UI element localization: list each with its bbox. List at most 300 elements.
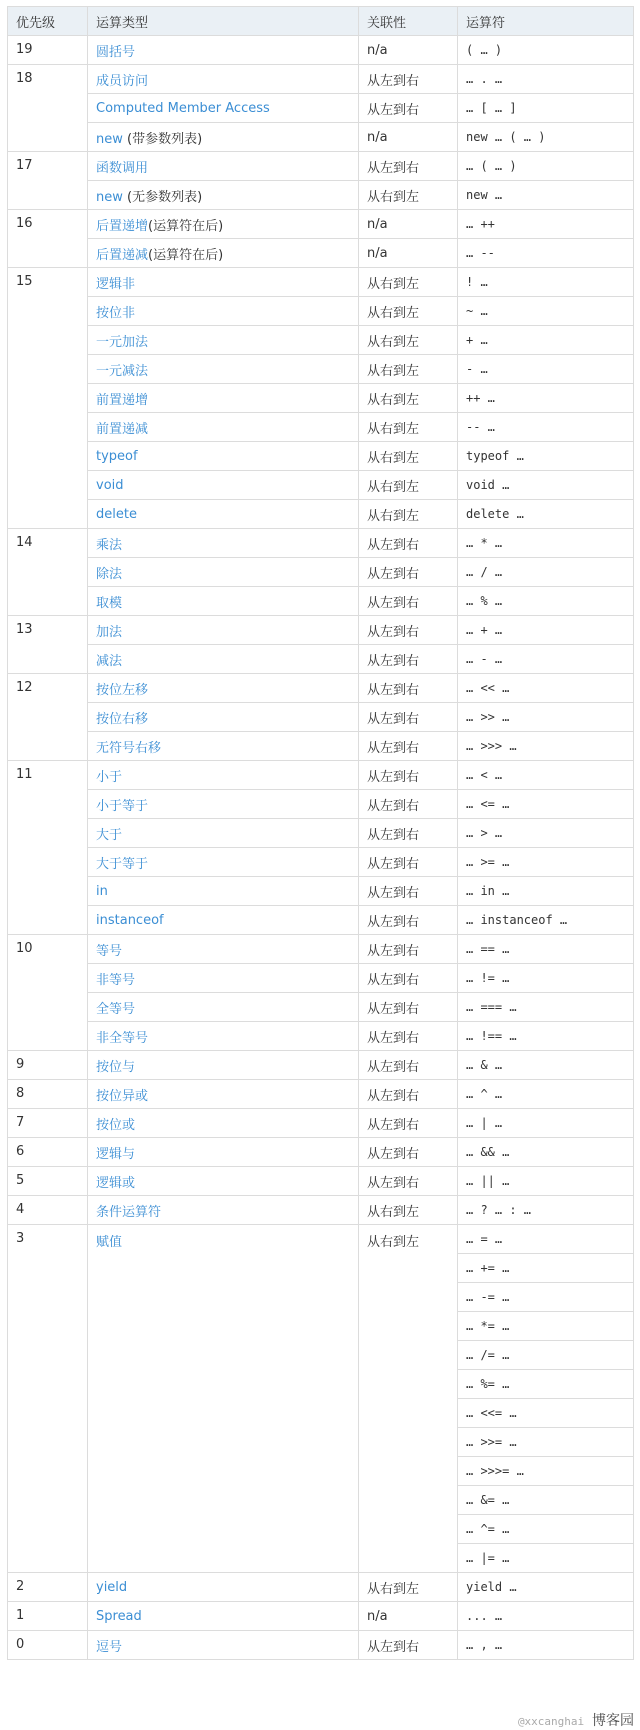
associativity-cell: 从左到右 xyxy=(359,616,458,645)
operator-code: … <<= … xyxy=(466,1405,517,1420)
precedence-cell: 15 xyxy=(8,268,88,529)
associativity-cell: 从右到左 xyxy=(359,1573,458,1602)
operation-type-link[interactable]: in xyxy=(96,883,108,899)
associativity-cell: 从右到左 xyxy=(359,326,458,355)
operation-type-note: (运算符在后) xyxy=(148,218,224,234)
operator-code: … >>= … xyxy=(466,1434,517,1449)
table-row xyxy=(8,152,634,181)
table-row xyxy=(8,500,634,529)
operator-cell xyxy=(458,384,634,413)
operator-cell xyxy=(458,1602,634,1631)
associativity-cell: 从左到右 xyxy=(359,558,458,587)
operation-type-link[interactable]: 后置递减 xyxy=(96,247,149,263)
operator-code: … | … xyxy=(466,1115,503,1130)
associativity-cell: 从左到右 xyxy=(359,935,458,964)
operator-cell xyxy=(458,500,634,529)
table-row xyxy=(8,964,634,993)
associativity-cell: 从左到右 xyxy=(359,1631,458,1660)
operator-code: … [ … ] xyxy=(466,100,517,115)
table-row xyxy=(8,326,634,355)
table-row xyxy=(8,906,634,935)
operator-code: yield … xyxy=(466,1579,517,1594)
table-row xyxy=(8,94,634,123)
table-row xyxy=(8,1167,634,1196)
table-row xyxy=(8,384,634,413)
operator-cell xyxy=(458,1341,634,1370)
operation-type-link[interactable]: Spread xyxy=(96,1608,142,1624)
associativity-cell: 从左到右 xyxy=(359,703,458,732)
header-operation-type: 运算类型 xyxy=(88,7,359,36)
operation-type-link[interactable]: 逻辑与 xyxy=(96,1146,136,1162)
operation-type-cell xyxy=(88,558,359,587)
operator-code: -- … xyxy=(466,419,495,434)
operator-code: ! … xyxy=(466,274,488,289)
operation-type-cell xyxy=(88,1196,359,1225)
operator-cell xyxy=(458,1428,634,1457)
table-row xyxy=(8,471,634,500)
table-body xyxy=(8,36,634,1660)
operation-type-cell xyxy=(88,1080,359,1109)
operator-cell xyxy=(458,1486,634,1515)
operation-type-cell xyxy=(88,877,359,906)
operation-type-link[interactable]: 取模 xyxy=(96,595,123,611)
precedence-cell: 7 xyxy=(8,1109,88,1138)
operator-code: ... … xyxy=(466,1608,503,1623)
operation-type-cell xyxy=(88,935,359,964)
table-row xyxy=(8,616,634,645)
precedence-cell: 16 xyxy=(8,210,88,268)
associativity-cell: 从右到左 xyxy=(359,268,458,297)
operator-cell xyxy=(458,616,634,645)
table-row xyxy=(8,877,634,906)
operator-code: void … xyxy=(466,477,510,492)
operator-cell xyxy=(458,1196,634,1225)
operation-type-cell xyxy=(88,1631,359,1660)
table-row xyxy=(8,1225,634,1254)
operator-cell xyxy=(458,790,634,819)
operation-type-link[interactable]: 按位左移 xyxy=(96,682,149,698)
operator-code: … >>>= … xyxy=(466,1463,524,1478)
table-row xyxy=(8,413,634,442)
table-row xyxy=(8,703,634,732)
operation-type-cell xyxy=(88,413,359,442)
operation-type-cell xyxy=(88,1225,359,1573)
operator-cell xyxy=(458,94,634,123)
operator-code: … << … xyxy=(466,680,510,695)
operation-type-link[interactable]: 一元加法 xyxy=(96,334,149,350)
operator-cell xyxy=(458,1283,634,1312)
operator-cell xyxy=(458,36,634,65)
operator-code: new … ( … ) xyxy=(466,129,546,144)
table-row xyxy=(8,1602,634,1631)
operator-cell xyxy=(458,239,634,268)
operator-code: … += … xyxy=(466,1260,510,1275)
associativity-cell: 从左到右 xyxy=(359,964,458,993)
operation-type-link[interactable]: 除法 xyxy=(96,566,123,582)
operation-type-link[interactable]: 按位非 xyxy=(96,305,136,321)
operator-cell xyxy=(458,1022,634,1051)
operator-code: … instanceof … xyxy=(466,912,568,927)
operator-code: … || … xyxy=(466,1173,510,1188)
associativity-cell: 从左到右 xyxy=(359,1167,458,1196)
table-row xyxy=(8,65,634,94)
operation-type-link[interactable]: new xyxy=(96,189,123,205)
associativity-cell: 从左到右 xyxy=(359,790,458,819)
operator-cell xyxy=(458,993,634,1022)
operator-cell xyxy=(458,935,634,964)
operation-type-cell xyxy=(88,500,359,529)
precedence-cell: 18 xyxy=(8,65,88,152)
operation-type-link[interactable]: new xyxy=(96,131,123,147)
table-row xyxy=(8,935,634,964)
associativity-cell: 从左到右 xyxy=(359,761,458,790)
operation-type-cell xyxy=(88,94,359,123)
operator-code: … /= … xyxy=(466,1347,510,1362)
operation-type-link[interactable]: 赋值 xyxy=(96,1235,123,1250)
operator-code: … |= … xyxy=(466,1550,510,1565)
operator-cell xyxy=(458,1631,634,1660)
operator-cell xyxy=(458,471,634,500)
associativity-cell: 从右到左 xyxy=(359,500,458,529)
operation-type-link[interactable]: 逗号 xyxy=(96,1639,123,1655)
associativity-cell: 从左到右 xyxy=(359,732,458,761)
operation-type-cell xyxy=(88,1138,359,1167)
operation-type-link[interactable]: 小于等于 xyxy=(96,798,149,814)
operator-code: … <= … xyxy=(466,796,510,811)
operation-type-cell xyxy=(88,1051,359,1080)
operator-code: ++ … xyxy=(466,390,495,405)
table-row xyxy=(8,587,634,616)
operator-code: … >> … xyxy=(466,709,510,724)
operator-cell xyxy=(458,268,634,297)
operator-cell xyxy=(458,181,634,210)
operator-code: … &= … xyxy=(466,1492,510,1507)
operator-cell xyxy=(458,761,634,790)
operator-code: … *= … xyxy=(466,1318,510,1333)
operation-type-link[interactable]: 加法 xyxy=(96,624,123,640)
table-row xyxy=(8,239,634,268)
table-row xyxy=(8,181,634,210)
associativity-cell: 从右到左 xyxy=(359,413,458,442)
operator-cell xyxy=(458,848,634,877)
operator-code: ~ … xyxy=(466,303,488,318)
operator-code: … >= … xyxy=(466,854,510,869)
operation-type-cell xyxy=(88,587,359,616)
operation-type-link[interactable]: 减法 xyxy=(96,653,123,669)
operation-type-cell xyxy=(88,181,359,210)
associativity-cell: 从左到右 xyxy=(359,645,458,674)
associativity-cell: 从右到左 xyxy=(359,471,458,500)
operation-type-link[interactable]: 函数调用 xyxy=(96,160,149,176)
associativity-cell: 从左到右 xyxy=(359,674,458,703)
precedence-cell: 5 xyxy=(8,1167,88,1196)
operation-type-cell xyxy=(88,529,359,558)
associativity-cell: 从左到右 xyxy=(359,877,458,906)
associativity-cell: 从左到右 xyxy=(359,587,458,616)
operation-type-cell xyxy=(88,210,359,239)
operation-type-cell xyxy=(88,65,359,94)
operator-code: … !== … xyxy=(466,1028,517,1043)
operation-type-cell xyxy=(88,442,359,471)
table-header xyxy=(8,7,634,36)
operator-cell xyxy=(458,645,634,674)
operator-code: … / … xyxy=(466,564,503,579)
associativity-cell: 从右到左 xyxy=(359,355,458,384)
operation-type-link[interactable]: Computed Member Access xyxy=(96,100,270,116)
operation-type-note: (无参数列表) xyxy=(122,189,203,205)
table-row xyxy=(8,732,634,761)
operator-cell xyxy=(458,1457,634,1486)
precedence-cell: 8 xyxy=(8,1080,88,1109)
operation-type-link[interactable]: 按位或 xyxy=(96,1117,136,1133)
operator-cell xyxy=(458,1544,634,1573)
operation-type-link[interactable]: 逻辑非 xyxy=(96,276,136,292)
operator-cell xyxy=(458,1399,634,1428)
precedence-cell: 6 xyxy=(8,1138,88,1167)
table-row xyxy=(8,297,634,326)
operation-type-cell xyxy=(88,1109,359,1138)
operation-type-link[interactable]: 条件运算符 xyxy=(96,1204,162,1220)
table-row xyxy=(8,819,634,848)
table-row xyxy=(8,268,634,297)
operator-cell xyxy=(458,1370,634,1399)
operator-cell xyxy=(458,1254,634,1283)
associativity-cell: 从右到左 xyxy=(359,442,458,471)
operation-type-link[interactable]: 非全等号 xyxy=(96,1030,149,1046)
operator-cell xyxy=(458,442,634,471)
operation-type-link[interactable]: 后置递增 xyxy=(96,218,149,234)
operation-type-link[interactable]: 按位异或 xyxy=(96,1088,149,1104)
operator-cell xyxy=(458,123,634,152)
associativity-cell: 从左到右 xyxy=(359,152,458,181)
operator-code: … < … xyxy=(466,767,503,782)
associativity-cell: n/a xyxy=(359,123,458,152)
operation-type-link[interactable]: 等号 xyxy=(96,943,123,959)
operator-code: … & … xyxy=(466,1057,503,1072)
operation-type-cell xyxy=(88,239,359,268)
associativity-cell: 从右到左 xyxy=(359,384,458,413)
operation-type-link[interactable]: 按位右移 xyxy=(96,711,149,727)
operation-type-cell xyxy=(88,964,359,993)
operator-code: … ^ … xyxy=(466,1086,503,1101)
operation-type-link[interactable]: 大于 xyxy=(96,827,123,843)
operator-code: … != … xyxy=(466,970,510,985)
operation-type-cell xyxy=(88,268,359,297)
operator-cell xyxy=(458,1312,634,1341)
operator-cell xyxy=(458,964,634,993)
operation-type-link[interactable]: 乘法 xyxy=(96,537,123,553)
precedence-cell: 14 xyxy=(8,529,88,616)
operation-type-link[interactable]: 逻辑或 xyxy=(96,1175,136,1191)
operator-cell xyxy=(458,1225,634,1254)
operator-cell xyxy=(458,413,634,442)
operator-cell xyxy=(458,1080,634,1109)
table-row xyxy=(8,1196,634,1225)
header-operator: 运算符 xyxy=(458,7,634,36)
operator-code: … == … xyxy=(466,941,510,956)
operation-type-link[interactable]: yield xyxy=(96,1579,128,1595)
operator-code: … = … xyxy=(466,1231,503,1246)
operator-cell xyxy=(458,1515,634,1544)
operation-type-cell xyxy=(88,703,359,732)
operator-cell xyxy=(458,877,634,906)
operator-code: … > … xyxy=(466,825,503,840)
precedence-cell: 1 xyxy=(8,1602,88,1631)
operation-type-cell xyxy=(88,297,359,326)
operator-code: … + … xyxy=(466,622,503,637)
operation-type-cell xyxy=(88,36,359,65)
table-row xyxy=(8,848,634,877)
header-precedence: 优先级 xyxy=(8,7,88,36)
table-row xyxy=(8,1109,634,1138)
operator-cell xyxy=(458,1167,634,1196)
operator-code: … -= … xyxy=(466,1289,510,1304)
table-row xyxy=(8,993,634,1022)
precedence-cell: 17 xyxy=(8,152,88,210)
operator-cell xyxy=(458,529,634,558)
operation-type-cell xyxy=(88,616,359,645)
operator-code: + … xyxy=(466,332,488,347)
operation-type-link[interactable]: instanceof xyxy=(96,912,164,928)
associativity-cell: 从左到右 xyxy=(359,993,458,1022)
operation-type-link[interactable]: 全等号 xyxy=(96,1001,136,1017)
operation-type-note: (运算符在后) xyxy=(148,247,224,263)
precedence-cell: 13 xyxy=(8,616,88,674)
watermark xyxy=(518,1710,634,1730)
operation-type-cell xyxy=(88,1602,359,1631)
operator-cell xyxy=(458,210,634,239)
operation-type-cell xyxy=(88,384,359,413)
associativity-cell: n/a xyxy=(359,1602,458,1631)
operation-type-link[interactable]: typeof xyxy=(96,448,138,464)
associativity-cell: n/a xyxy=(359,210,458,239)
table-row xyxy=(8,674,634,703)
operator-code: … ^= … xyxy=(466,1521,510,1536)
table-row xyxy=(8,36,634,65)
table-row xyxy=(8,790,634,819)
associativity-cell: 从左到右 xyxy=(359,1080,458,1109)
associativity-cell: 从左到右 xyxy=(359,848,458,877)
operator-code: … === … xyxy=(466,999,517,1014)
operation-type-link[interactable]: 一元减法 xyxy=(96,363,149,379)
associativity-cell: 从右到左 xyxy=(359,297,458,326)
operation-type-cell xyxy=(88,674,359,703)
associativity-cell: 从左到右 xyxy=(359,65,458,94)
operator-cell xyxy=(458,65,634,94)
operation-type-link[interactable]: 成员访问 xyxy=(96,73,149,89)
operation-type-link[interactable]: 大于等于 xyxy=(96,856,149,872)
associativity-cell: 从右到左 xyxy=(359,1225,458,1573)
operation-type-link[interactable]: 无符号右移 xyxy=(96,740,162,756)
operation-type-cell xyxy=(88,1022,359,1051)
associativity-cell: 从左到右 xyxy=(359,1022,458,1051)
operation-type-cell xyxy=(88,732,359,761)
operator-code: delete … xyxy=(466,506,524,521)
precedence-cell: 4 xyxy=(8,1196,88,1225)
table-row xyxy=(8,1080,634,1109)
operator-cell xyxy=(458,355,634,384)
operation-type-cell xyxy=(88,1167,359,1196)
operator-code: … -- xyxy=(466,245,495,260)
operation-type-link[interactable]: 圆括号 xyxy=(96,44,136,60)
operator-cell xyxy=(458,906,634,935)
table-row xyxy=(8,645,634,674)
precedence-cell: 19 xyxy=(8,36,88,65)
operation-type-link[interactable]: delete xyxy=(96,506,137,522)
precedence-cell: 10 xyxy=(8,935,88,1051)
table-row xyxy=(8,1138,634,1167)
associativity-cell: 从左到右 xyxy=(359,1109,458,1138)
operator-code: … , … xyxy=(466,1637,503,1652)
operator-code: … ++ xyxy=(466,216,495,231)
operator-cell xyxy=(458,1573,634,1602)
operator-cell xyxy=(458,558,634,587)
operation-type-cell xyxy=(88,326,359,355)
operator-code: … - … xyxy=(466,651,503,666)
operation-type-link[interactable]: 前置递增 xyxy=(96,392,149,408)
operation-type-cell xyxy=(88,471,359,500)
operator-cell xyxy=(458,819,634,848)
associativity-cell: 从左到右 xyxy=(359,906,458,935)
watermark-user: @xxcanghai xyxy=(517,1715,585,1728)
operation-type-link[interactable]: 前置递减 xyxy=(96,421,149,437)
precedence-cell: 2 xyxy=(8,1573,88,1602)
operator-cell xyxy=(458,674,634,703)
operator-code: … ( … ) xyxy=(466,158,517,173)
associativity-cell: n/a xyxy=(359,239,458,268)
operator-cell xyxy=(458,732,634,761)
table-row xyxy=(8,210,634,239)
operator-cell xyxy=(458,703,634,732)
operation-type-cell xyxy=(88,152,359,181)
operator-code: … && … xyxy=(466,1144,510,1159)
table-row xyxy=(8,1631,634,1660)
operation-type-cell xyxy=(88,123,359,152)
operator-cell xyxy=(458,587,634,616)
table-row xyxy=(8,761,634,790)
watermark-site: 博客园 xyxy=(592,1713,634,1729)
operator-cell xyxy=(458,1109,634,1138)
table-row xyxy=(8,529,634,558)
operator-code: … % … xyxy=(466,593,503,608)
precedence-cell: 0 xyxy=(8,1631,88,1660)
operation-type-cell xyxy=(88,906,359,935)
operator-code: … in … xyxy=(466,883,510,898)
operation-type-cell xyxy=(88,790,359,819)
operator-cell xyxy=(458,1051,634,1080)
table-row xyxy=(8,558,634,587)
operation-type-link[interactable]: 非等号 xyxy=(96,972,136,988)
associativity-cell: 从右到左 xyxy=(359,1196,458,1225)
operation-type-cell xyxy=(88,848,359,877)
associativity-cell: 从左到右 xyxy=(359,819,458,848)
operation-type-link[interactable]: 按位与 xyxy=(96,1059,136,1075)
operation-type-link[interactable]: void xyxy=(96,477,124,493)
operator-precedence-table xyxy=(7,6,634,1660)
associativity-cell: 从右到左 xyxy=(359,181,458,210)
header-row xyxy=(8,7,634,36)
operation-type-cell xyxy=(88,819,359,848)
precedence-cell: 9 xyxy=(8,1051,88,1080)
precedence-cell: 3 xyxy=(8,1225,88,1573)
operation-type-link[interactable]: 小于 xyxy=(96,769,123,785)
table-row xyxy=(8,442,634,471)
operator-cell xyxy=(458,1138,634,1167)
operator-code: … . … xyxy=(466,71,503,86)
operation-type-cell xyxy=(88,993,359,1022)
precedence-cell: 11 xyxy=(8,761,88,935)
table-row xyxy=(8,1573,634,1602)
